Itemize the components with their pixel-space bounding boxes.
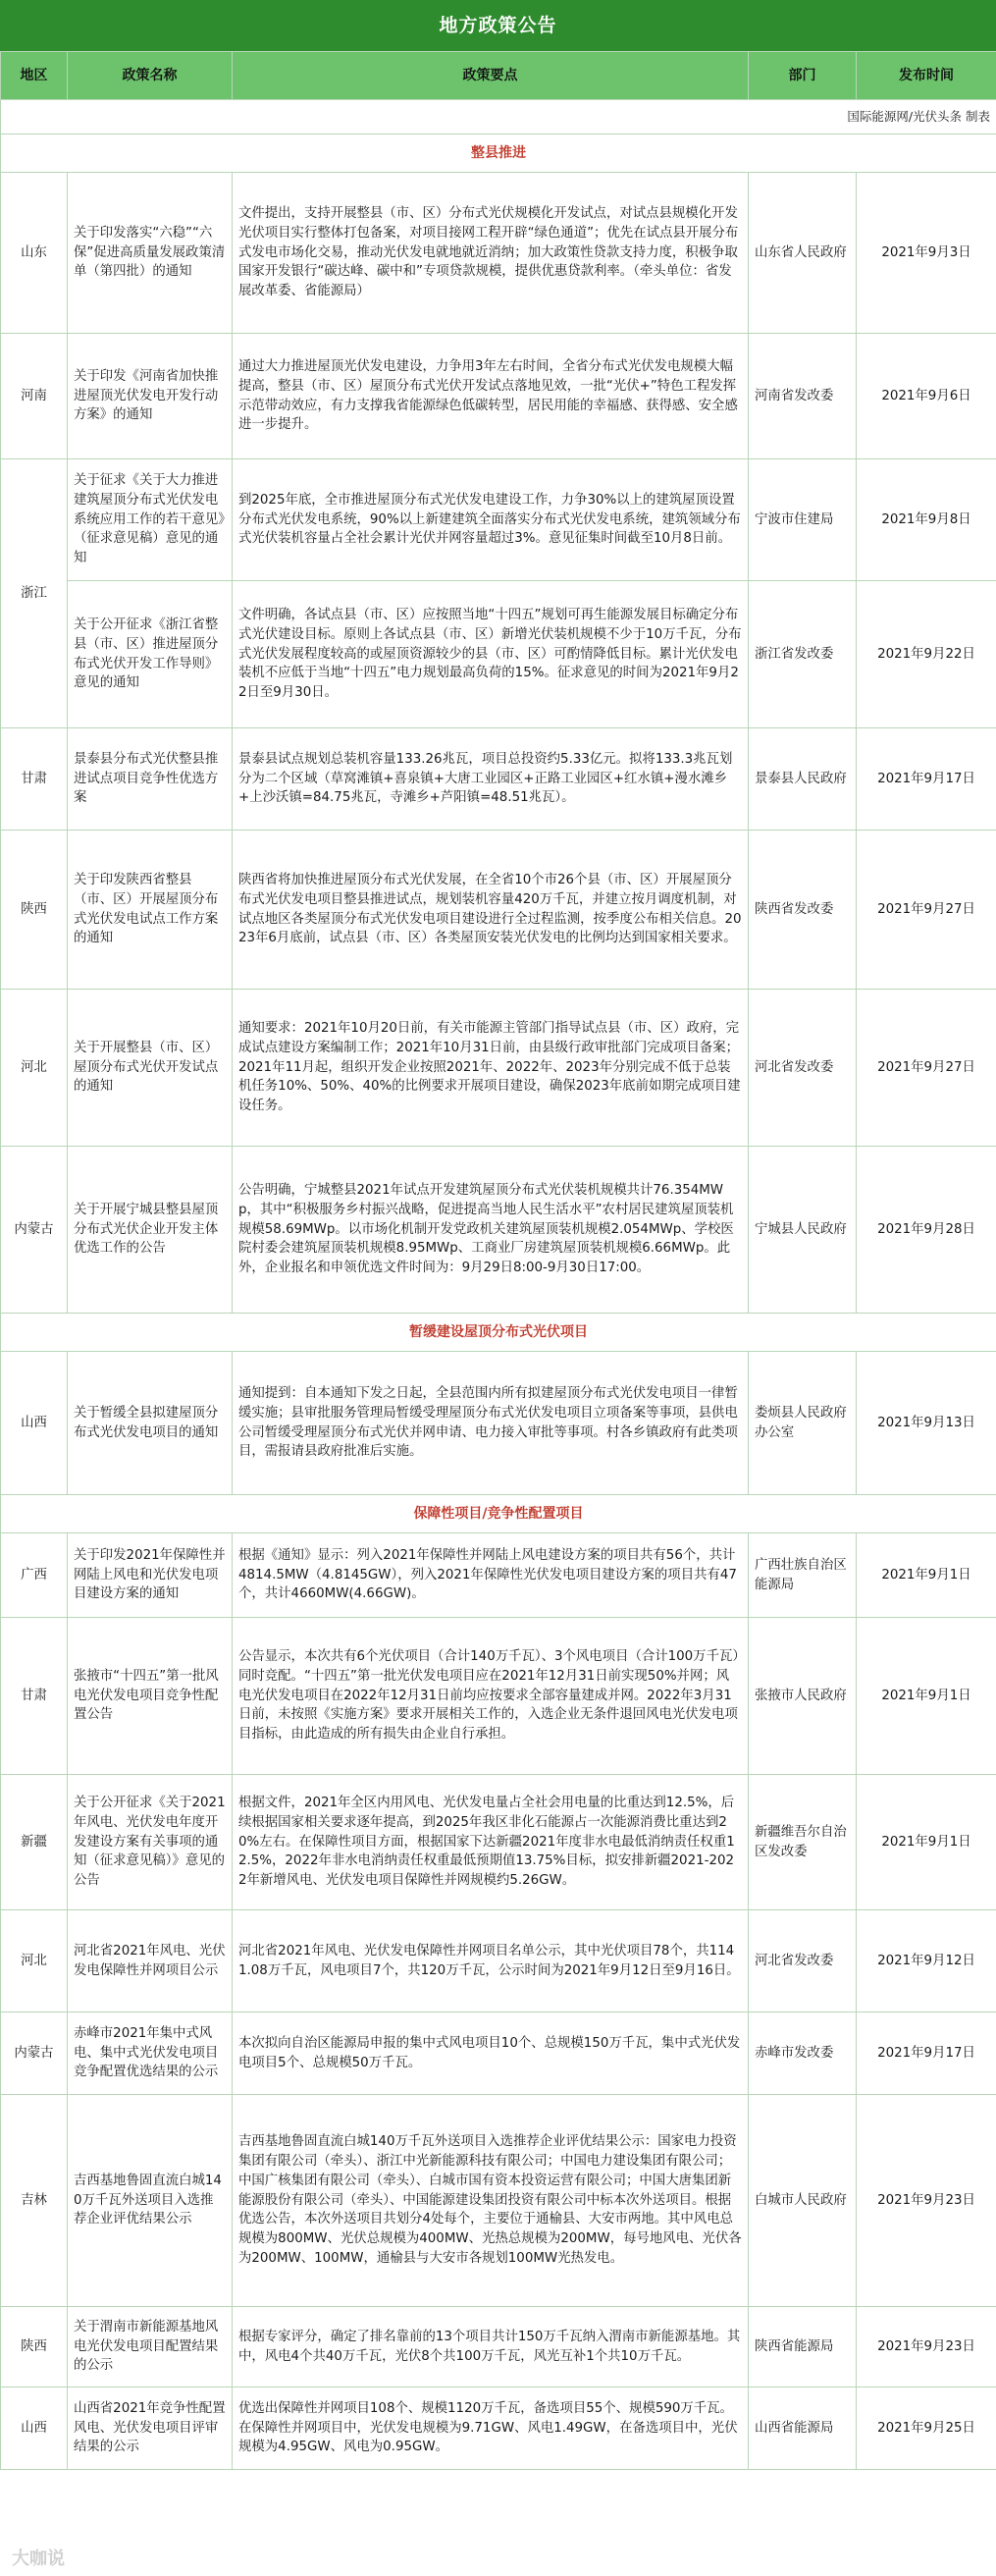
cell-date: 2021年9月1日 — [857, 1775, 996, 1910]
cell-date: 2021年9月1日 — [857, 1533, 996, 1618]
cell-region: 甘肃 — [1, 1618, 68, 1775]
cell-policy-points: 本次拟向自治区能源局申报的集中式风电项目10个、总规模150万千瓦，集中式光伏发电项目5个、总规模50万千瓦。 — [233, 2012, 749, 2095]
cell-policy-points: 吉西基地鲁固直流白城140万千瓦外送项目入选推荐企业评优结果公示：国家电力投资集团有限公司（牵头）、浙江中光新能源科技有限公司；中国电力建设集团有限公司；中国广核集团有限公司（牵头）、白城市国有资本投资运营有限公司；中国大唐集团新能源股份有限公司（牵头）、中国能源建设集团投资有限公司中标本次外送项目。根据优选公告，本次外送项目共划分4处每个，主要位于通榆县、大安市两地。其中风电总规模为800MW、光伏总规模为400MW、光热总规模为200MW，每号地风电、光伏各为200MW、100MW，通榆县与大安市各规划100MW光热发电。 — [233, 2095, 749, 2307]
cell-date: 2021年9月28日 — [857, 1147, 996, 1314]
page-title: 地方政策公告 — [0, 0, 996, 51]
table-row — [1, 990, 996, 1147]
cell-date: 2021年9月8日 — [857, 459, 996, 581]
cell-date: 2021年9月25日 — [857, 2388, 996, 2470]
cell-date: 2021年9月17日 — [857, 2012, 996, 2095]
table-row — [1, 728, 996, 831]
cell-region: 陕西 — [1, 831, 68, 990]
cell-department: 山东省人民政府 — [749, 173, 857, 334]
cell-department: 宁城县人民政府 — [749, 1147, 857, 1314]
cell-policy-name: 关于开展宁城县整县屋顶分布式光伏企业开发主体优选工作的公告 — [68, 1147, 233, 1314]
cell-policy-points: 公告显示，本次共有6个光伏项目（合计140万千瓦）、3个风电项目（合计100万千瓦）同时竞配。“十四五”第一批光伏发电项目应在2021年12月31日前实现50%并网；风电光伏发电项目在2022年12月31日前均应按要求全部容量建成并网。2022年3月31日前，未按照《实施方案》要求开展相关工作的，入选企业无条件退回风电光伏发电项目指标，由此造成的所有损失由企业自行承担。 — [233, 1618, 749, 1775]
cell-region: 河北 — [1, 990, 68, 1147]
cell-region: 内蒙古 — [1, 1147, 68, 1314]
cell-policy-name: 关于征求《关于大力推进建筑屋顶分布式光伏发电系统应用工作的若干意见》（征求意见稿）意见的通知 — [68, 459, 233, 581]
cell-department: 张掖市人民政府 — [749, 1618, 857, 1775]
watermark-logo: 大咖说 — [12, 2549, 65, 2569]
cell-policy-name: 关于开展整县（市、区）屋顶分布式光伏开发试点的通知 — [68, 990, 233, 1147]
source-label: 国际能源网/光伏头条 制表 — [1, 100, 996, 134]
table-row — [1, 459, 996, 581]
cell-date: 2021年9月3日 — [857, 173, 996, 334]
cell-department: 陕西省能源局 — [749, 2307, 857, 2388]
cell-date: 2021年9月13日 — [857, 1352, 996, 1495]
source-row — [1, 100, 996, 134]
section-heading: 暂缓建设屋顶分布式光伏项目 — [1, 1314, 996, 1352]
table-row — [1, 1533, 996, 1618]
cell-policy-points: 根据文件，2021年全区内用风电、光伏发电量占全社会用电量的比重达到12.5%，后续根据国家相关要求逐年提高，到2025年我区非化石能源占一次能源消费比重达到20%左右。在保障性项目方面，根据国家下达新疆2021年度非水电最低消纳责任权重12.5%，2022年非水电消纳责任权重最低预期值13.75%目标，拟安排新疆2021-2022年新增风电、光伏发电项目保障性并网规模约5.26GW。 — [233, 1775, 749, 1910]
cell-policy-points: 到2025年底，全市推进屋顶分布式光伏发电建设工作，力争30%以上的建筑屋顶设置分布式光伏发电系统，90%以上新建建筑全面落实分布式光伏发电系统，建筑领域分布式光伏装机容量占全社会累计光伏并网容量超过3%。意见征集时间截至10月8日前。 — [233, 459, 749, 581]
table-row — [1, 173, 996, 334]
col-header-region: 地区 — [1, 52, 68, 100]
cell-department: 河北省发改委 — [749, 990, 857, 1147]
cell-policy-name: 河北省2021年风电、光伏发电保障性并网项目公示 — [68, 1910, 233, 2012]
cell-policy-name: 关于印发《河南省加快推进屋顶光伏发电开发行动方案》的通知 — [68, 334, 233, 459]
section-row — [1, 1495, 996, 1533]
cell-policy-name: 吉西基地鲁固直流白城140万千瓦外送项目入选推荐企业评优结果公示 — [68, 2095, 233, 2307]
cell-policy-points: 根据专家评分，确定了排名靠前的13个项目共计150万千瓦纳入渭南市新能源基地。其中，风电4个共40万千瓦，光伏8个共100万千瓦，风光互补1个共10万千瓦。 — [233, 2307, 749, 2388]
cell-region: 河南 — [1, 334, 68, 459]
cell-region: 山西 — [1, 2388, 68, 2470]
table-row — [1, 831, 996, 990]
table-row — [1, 2095, 996, 2307]
cell-policy-points: 公告明确，宁城整县2021年试点开发建筑屋顶分布式光伏装机规模共计76.354MWp，其中“积极服务乡村振兴战略，促进提高当地人民生活水平”农村居民建筑屋顶装机规模58.69MWp。以市场化机制开发党政机关建筑屋顶装机规模2.054MWp、学校医院村委会建筑屋顶装机规模8.95MWp、工商业厂房建筑屋顶装机规模6.66MWp。此外，企业报名和申领优选文件时间为：9月29日8:00-9月30日17:00。 — [233, 1147, 749, 1314]
cell-policy-name: 关于印发陕西省整县（市、区）开展屋顶分布式光伏发电试点工作方案的通知 — [68, 831, 233, 990]
table-row — [1, 334, 996, 459]
section-heading: 保障性项目/竞争性配置项目 — [1, 1495, 996, 1533]
cell-policy-name: 关于印发落实“六稳”“六保”促进高质量发展政策清单（第四批）的通知 — [68, 173, 233, 334]
cell-date: 2021年9月27日 — [857, 831, 996, 990]
cell-region: 吉林 — [1, 2095, 68, 2307]
cell-region: 浙江 — [1, 459, 68, 728]
table-row — [1, 581, 996, 728]
section-heading: 整县推进 — [1, 134, 996, 173]
cell-policy-points: 通过大力推进屋顶光伏发电建设，力争用3年左右时间，全省分布式光伏发电规模大幅提高，整县（市、区）屋顶分布式光伏开发试点落地见效，一批“光伏+”特色工程发挥示范带动效应，有力支撑我省能源绿色低碳转型，居民用能的幸福感、获得感、安全感进一步提升。 — [233, 334, 749, 459]
cell-policy-points: 文件明确，各试点县（市、区）应按照当地“十四五”规划可再生能源发展目标确定分布式光伏建设目标。原则上各试点县（市、区）新增光伏装机规模不少于10万千瓦，分布式光伏发展程度较高的或屋顶资源较少的县（市、区）可酌情降低目标。累计光伏发电装机不应低于当地“十四五”电力规划最高负荷的15%。征求意见的时间为2021年9月22日至9月30日。 — [233, 581, 749, 728]
cell-date: 2021年9月12日 — [857, 1910, 996, 2012]
cell-department: 河南省发改委 — [749, 334, 857, 459]
table-row — [1, 1775, 996, 1910]
cell-department: 新疆维吾尔自治区发改委 — [749, 1775, 857, 1910]
cell-department: 白城市人民政府 — [749, 2095, 857, 2307]
cell-policy-name: 关于渭南市新能源基地风电光伏发电项目配置结果的公示 — [68, 2307, 233, 2388]
cell-region: 山东 — [1, 173, 68, 334]
cell-policy-points: 景泰县试点规划总装机容量133.26兆瓦，项目总投资约5.33亿元。拟将133.3兆瓦划分为二个区域（草窝滩镇+喜泉镇+大唐工业园区+正路工业园区+红水镇+漫水滩乡+上沙沃镇=84.75兆瓦，寺滩乡+芦阳镇=48.51兆瓦）。 — [233, 728, 749, 831]
cell-policy-name: 山西省2021年竞争性配置风电、光伏发电项目评审结果的公示 — [68, 2388, 233, 2470]
col-header-name: 政策名称 — [68, 52, 233, 100]
col-header-dept: 部门 — [749, 52, 857, 100]
cell-policy-name: 关于暂缓全县拟建屋顶分布式光伏发电项目的通知 — [68, 1352, 233, 1495]
cell-date: 2021年9月23日 — [857, 2095, 996, 2307]
cell-policy-name: 张掖市“十四五”第一批风电光伏发电项目竞争性配置公告 — [68, 1618, 233, 1775]
col-header-date: 发布时间 — [857, 52, 996, 100]
header-row — [1, 52, 996, 100]
cell-date: 2021年9月6日 — [857, 334, 996, 459]
policy-table — [0, 51, 996, 2470]
cell-department: 浙江省发改委 — [749, 581, 857, 728]
table-row — [1, 1618, 996, 1775]
cell-policy-points: 文件提出，支持开展整县（市、区）分布式光伏规模化开发试点，对试点县规模化开发光伏项目实行整体打包备案，对项目接网工程开辟“绿色通道”；优先在试点县开展分布式发电市场化交易，推动光伏发电就地就近消纳；加大政策性贷款支持力度，积极争取国家开发银行“碳达峰、碳中和”专项贷款规模，提供优惠贷款利率。（牵头单位：省发展改革委、省能源局） — [233, 173, 749, 334]
table-row — [1, 2012, 996, 2095]
cell-region: 新疆 — [1, 1775, 68, 1910]
cell-region: 内蒙古 — [1, 2012, 68, 2095]
cell-date: 2021年9月23日 — [857, 2307, 996, 2388]
cell-policy-name: 关于公开征求《关于2021年风电、光伏发电年度开发建设方案有关事项的通知（征求意见稿）》意见的公告 — [68, 1775, 233, 1910]
cell-policy-points: 通知提到：自本通知下发之日起，全县范围内所有拟建屋顶分布式光伏发电项目一律暂缓实施；县审批服务管理局暂缓受理屋顶分布式光伏发电项目立项备案等事项，县供电公司暂缓受理屋顶分布式光伏并网申请、电力接入审批等事项。村各乡镇政府有此类项目，需报请县政府批准后实施。 — [233, 1352, 749, 1495]
cell-department: 景泰县人民政府 — [749, 728, 857, 831]
section-row — [1, 134, 996, 173]
table-row — [1, 2388, 996, 2470]
cell-policy-points: 根据《通知》显示：列入2021年保障性并网陆上风电建设方案的项目共有56个，共计4814.5MW（4.8145GW），列入2021年保障性光伏发电项目建设方案的项目共有47个，共计4660MW(4.66GW)。 — [233, 1533, 749, 1618]
cell-region: 广西 — [1, 1533, 68, 1618]
cell-department: 赤峰市发改委 — [749, 2012, 857, 2095]
table-row — [1, 1147, 996, 1314]
cell-region: 甘肃 — [1, 728, 68, 831]
cell-policy-points: 优选出保障性并网项目108个、规模1120万千瓦，备选项目55个、规模590万千瓦。在保障性并网项目中，光伏发电规模为9.71GW、风电1.49GW，在备选项目中，光伏规模为4.95GW、风电为0.95GW。 — [233, 2388, 749, 2470]
cell-date: 2021年9月22日 — [857, 581, 996, 728]
cell-policy-name: 赤峰市2021年集中式风电、集中式光伏发电项目竞争配置优选结果的公示 — [68, 2012, 233, 2095]
cell-policy-points: 河北省2021年风电、光伏发电保障性并网项目名单公示，其中光伏项目78个，共1141.08万千瓦，风电项目7个，共120万千瓦，公示时间为2021年9月12日至9月16日。 — [233, 1910, 749, 2012]
table-row — [1, 1910, 996, 2012]
table-row — [1, 2307, 996, 2388]
cell-department: 娄烦县人民政府办公室 — [749, 1352, 857, 1495]
cell-date: 2021年9月27日 — [857, 990, 996, 1147]
col-header-points: 政策要点 — [233, 52, 749, 100]
table-row — [1, 1352, 996, 1495]
cell-date: 2021年9月17日 — [857, 728, 996, 831]
cell-date: 2021年9月1日 — [857, 1618, 996, 1775]
cell-policy-name: 关于印发2021年保障性并网陆上风电和光伏发电项目建设方案的通知 — [68, 1533, 233, 1618]
cell-policy-name: 景泰县分布式光伏整县推进试点项目竞争性优选方案 — [68, 728, 233, 831]
cell-department: 陕西省发改委 — [749, 831, 857, 990]
cell-policy-points: 通知要求：2021年10月20日前，有关市能源主管部门指导试点县（市、区）政府，完成试点建设方案编制工作；2021年10月31日前，由县级行政审批部门完成项目备案；2021年11月起，组织开发企业按照2021年、2022年、2023年分别完成不低于总装机任务10%、50%、40%的比例要求开展项目建设，确保2023年底前如期完成项目建设任务。 — [233, 990, 749, 1147]
section-row — [1, 1314, 996, 1352]
cell-department: 宁波市住建局 — [749, 459, 857, 581]
cell-department: 山西省能源局 — [749, 2388, 857, 2470]
cell-region: 陕西 — [1, 2307, 68, 2388]
cell-region: 河北 — [1, 1910, 68, 2012]
cell-region: 山西 — [1, 1352, 68, 1495]
cell-department: 河北省发改委 — [749, 1910, 857, 2012]
cell-department: 广西壮族自治区能源局 — [749, 1533, 857, 1618]
cell-policy-points: 陕西省将加快推进屋顶分布式光伏发展，在全省10个市26个县（市、区）开展屋顶分布式光伏发电项目整县推进试点，规划装机容量420万千瓦，并建立按月调度机制，对试点地区各类屋顶分布式光伏发电项目建设进行全过程监测，按季度公布相关信息。2023年6月底前，试点县（市、区）各类屋顶安装光伏发电的比例均达到国家相关要求。 — [233, 831, 749, 990]
cell-policy-name: 关于公开征求《浙江省整县（市、区）推进屋顶分布式光伏开发工作导则》意见的通知 — [68, 581, 233, 728]
